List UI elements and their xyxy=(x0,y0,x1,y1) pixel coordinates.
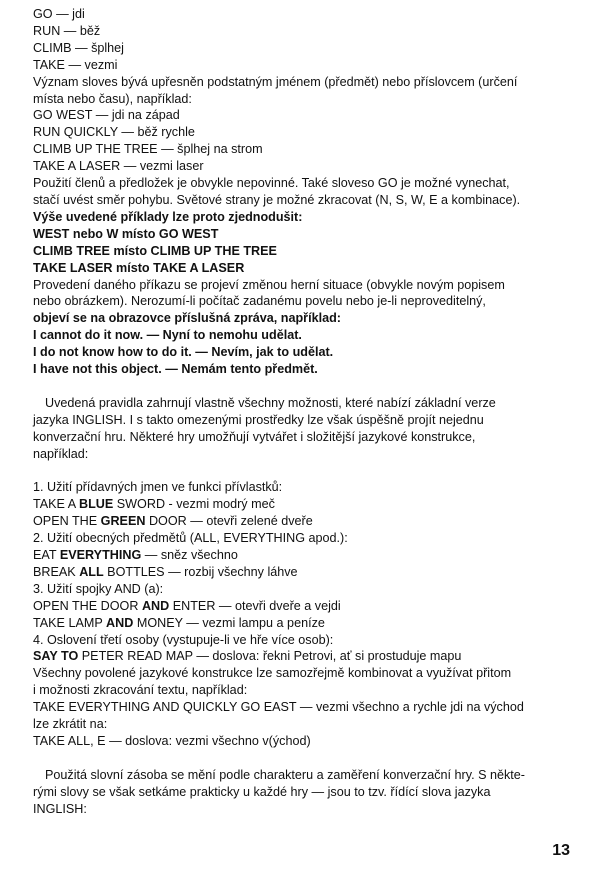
text-line: Použitá slovní zásoba se mění podle charakteru a zaměření konverzační hry. S někte- xyxy=(45,767,525,782)
text-line: stačí uvést směr pohybu. Světové strany je možné zkracovat (N, S, W, E a kombinace). xyxy=(33,192,521,207)
text-line: GO WEST — jdi na západ xyxy=(33,108,180,123)
text-line: lze zkrátit na: xyxy=(33,717,108,732)
text-line: například: xyxy=(33,446,89,461)
list-heading: 2. Užití obecných předmětů (ALL, EVERYTHING apod.): xyxy=(33,531,348,546)
text-line: CLIMB TREE místo CLIMB UP THE TREE xyxy=(33,243,277,258)
text-line: Význam sloves bývá upřesněn podstatným jménem (předmět) nebo příslovcem (určení xyxy=(33,74,518,89)
text-line: TAKE — vezmi xyxy=(33,57,118,72)
text-line: jazyka INGLISH. I s takto omezenými prostředky lze však úspěšně projít nejednu xyxy=(33,412,484,427)
page-content xyxy=(33,6,578,817)
text-line: Použití členů a předložek je obvykle nepovinné. Také sloveso GO je možné vynechat, xyxy=(33,176,510,191)
text-line: Uvedená pravidla zahrnují vlastně všechny možnosti, které nabízí základní verze xyxy=(45,395,496,410)
list-example: TAKE A BLUE SWORD - vezmi modrý meč xyxy=(33,497,275,512)
text-line: GO — jdi xyxy=(33,7,85,21)
text-line: RUN QUICKLY — běž rychle xyxy=(33,125,195,140)
text-line: TAKE A LASER — vezmi laser xyxy=(33,159,204,174)
list-heading: 3. Užití spojky AND (a): xyxy=(33,581,164,596)
text-line: TAKE ALL, E — doslova: vezmi všechno v(ýchod) xyxy=(33,733,311,748)
page-number: 13 xyxy=(552,842,570,859)
list-example: EAT EVERYTHING — sněz všechno xyxy=(33,547,238,562)
text-line: CLIMB UP THE TREE — šplhej na strom xyxy=(33,142,263,157)
list-example: OPEN THE DOOR AND ENTER — otevři dveře a vejdi xyxy=(33,598,341,613)
text-line: TAKE LASER místo TAKE A LASER xyxy=(33,260,245,275)
text-line: Všechny povolené jazykové konstrukce lze samozřejmě kombinovat a využívat přitom xyxy=(33,666,512,681)
text-line: místa nebo času), například: xyxy=(33,91,192,106)
list-example: OPEN THE GREEN DOOR — otevři zelené dveře xyxy=(33,514,313,529)
text-line: I do not know how to do it. — Nevím, jak to udělat. xyxy=(33,345,334,360)
text-line: RUN — běž xyxy=(33,23,101,38)
text-line: CLIMB — šplhej xyxy=(33,40,124,55)
text-line: WEST nebo W místo GO WEST xyxy=(33,226,219,241)
text-line: I have not this object. — Nemám tento předmět. xyxy=(33,362,318,377)
text-line: TAKE EVERYTHING AND QUICKLY GO EAST — vezmi všechno a rychle jdi na východ xyxy=(33,700,524,715)
text-line: objeví se na obrazovce příslušná zpráva, například: xyxy=(33,311,341,326)
text-line: Výše uvedené příklady lze proto zjednodušit: xyxy=(33,209,303,224)
text-line: i možnosti zkracování textu, například: xyxy=(33,683,248,698)
list-example: BREAK ALL BOTTLES — rozbij všechny láhve xyxy=(33,564,298,579)
list-heading: 4. Oslovení třetí osoby (vystupuje-li ve hře více osob): xyxy=(33,632,334,647)
list-example: TAKE LAMP AND MONEY — vezmi lampu a peníze xyxy=(33,615,325,630)
text-line: nebo obrázkem). Nerozumí-li počítač zadanému povelu nebo je-li neproveditelný, xyxy=(33,294,486,309)
list-example: SAY TO PETER READ MAP — doslova: řekni Petrovi, ať si prostuduje mapu xyxy=(33,649,462,664)
text-line: INGLISH: xyxy=(33,801,87,816)
text-line: konverzační hru. Některé hry umožňují vytvářet i složitější jazykové konstrukce, xyxy=(33,429,476,444)
text-line: Provedení daného příkazu se projeví změnou herní situace (obvykle novým popisem xyxy=(33,277,505,292)
list-heading: 1. Užití přídavných jmen ve funkci přívlastků: xyxy=(33,480,283,495)
text-line: I cannot do it now. — Nyní to nemohu udělat. xyxy=(33,328,302,343)
text-line: rými slovy se však setkáme prakticky u každé hry — jsou to tzv. řídící slova jazyka xyxy=(33,784,491,799)
